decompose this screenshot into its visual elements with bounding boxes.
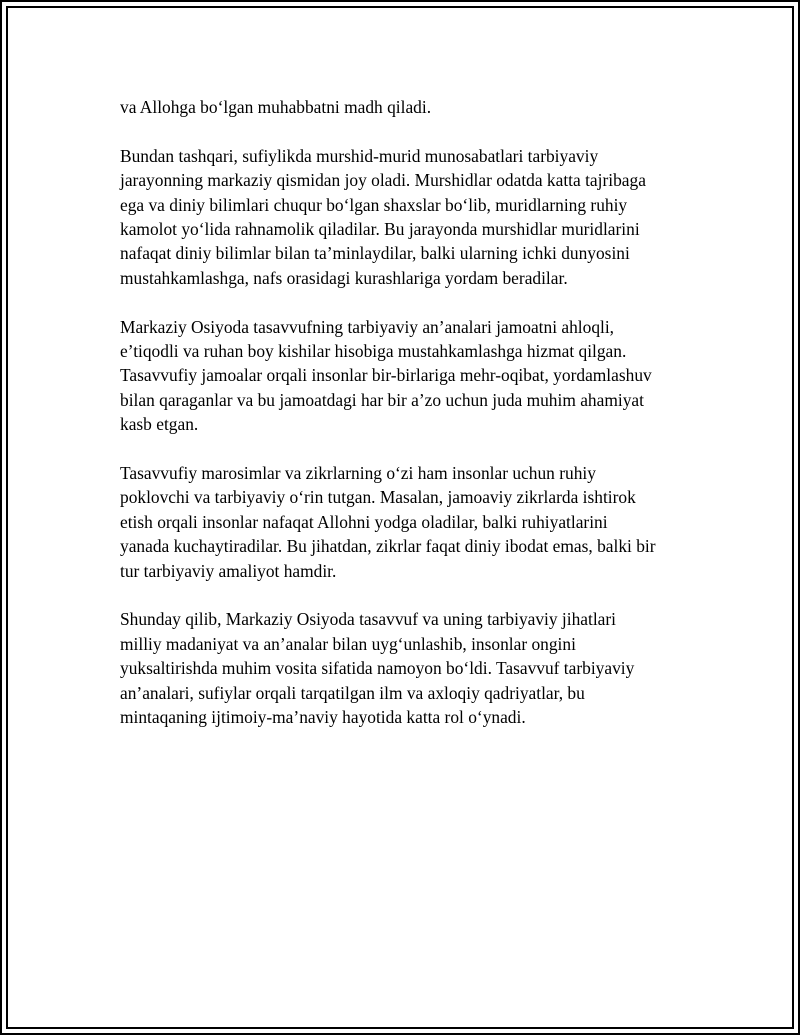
paragraph-1 <box>120 95 695 119</box>
text-line: Bundan tashqari, sufiylikda murshid-murid munosabatlari tarbiyaviy <box>120 145 599 166</box>
text-line: nafaqat diniy bilimlar bilan ta’minlaydilar, balki ularning ichki dunyosini <box>120 243 630 264</box>
text-line: Markaziy Osiyoda tasavvufning tarbiyaviy an’analari jamoatni ahloqli, <box>120 316 615 337</box>
text-line: mustahkamlashga, nafs orasidagi kurashlariga yordam beradilar. <box>120 267 568 288</box>
text-line: e’tiqodli va ruhan boy kishilar hisobiga mustahkamlashga hizmat qilgan. <box>120 341 627 362</box>
text-line: va Allohga bo‘lgan muhabbatni madh qiladi. <box>120 97 432 117</box>
text-line: ega va diniy bilimlari chuqur bo‘lgan shaxslar bo‘lib, muridlarning ruhiy <box>120 194 628 215</box>
text-line: milliy madaniyat va an’analar bilan uyg‘unlashib, insonlar ongini <box>120 633 576 654</box>
text-line: Shunday qilib, Markaziy Osiyoda tasavvuf va uning tarbiyaviy jihatlari <box>120 609 617 630</box>
text-line: kamolot yo‘lida rahnamolik qiladilar. Bu jarayonda murshidlar muridlarini <box>120 219 640 240</box>
text-line: etish orqali insonlar nafaqat Allohni yodga oladilar, balki ruhiyatlarini <box>120 511 608 532</box>
text-line: poklovchi va tarbiyaviy o‘rin tutgan. Masalan, jamoaviy zikrlarda ishtirok <box>120 487 636 508</box>
paragraph-3 <box>120 315 695 437</box>
text-line: bilan qaraganlar va bu jamoatdagi har bir a’zo uchun juda muhim ahamiyat <box>120 389 644 410</box>
paragraph-5 <box>120 607 695 729</box>
text-line: tur tarbiyaviy amaliyot hamdir. <box>120 560 337 581</box>
text-line: yuksaltirishda muhim vosita sifatida namoyon bo‘ldi. Tasavvuf tarbiyaviy <box>120 658 635 679</box>
text-line: jarayonning markaziy qismidan joy oladi. Murshidlar odatda katta tajribaga <box>120 170 646 191</box>
text-line: Tasavvufiy jamoalar orqali insonlar bir-birlariga mehr-oqibat, yordamlashuv <box>120 365 652 386</box>
text-line: an’analari, sufiylar orqali tarqatilgan ilm va axloqiy qadriyatlar, bu <box>120 682 585 703</box>
text-line: mintaqaning ijtimoiy-ma’naviy hayotida katta rol o‘ynadi. <box>120 707 526 728</box>
document-body <box>120 95 695 754</box>
paragraph-4 <box>120 461 695 583</box>
text-line: kasb etgan. <box>120 414 199 435</box>
text-line: yanada kuchaytiradilar. Bu jihatdan, zikrlar faqat diniy ibodat emas, balki bir <box>120 536 656 557</box>
paragraph-2 <box>120 144 695 290</box>
text-line: Tasavvufiy marosimlar va zikrlarning o‘zi ham insonlar uchun ruhiy <box>120 463 596 484</box>
